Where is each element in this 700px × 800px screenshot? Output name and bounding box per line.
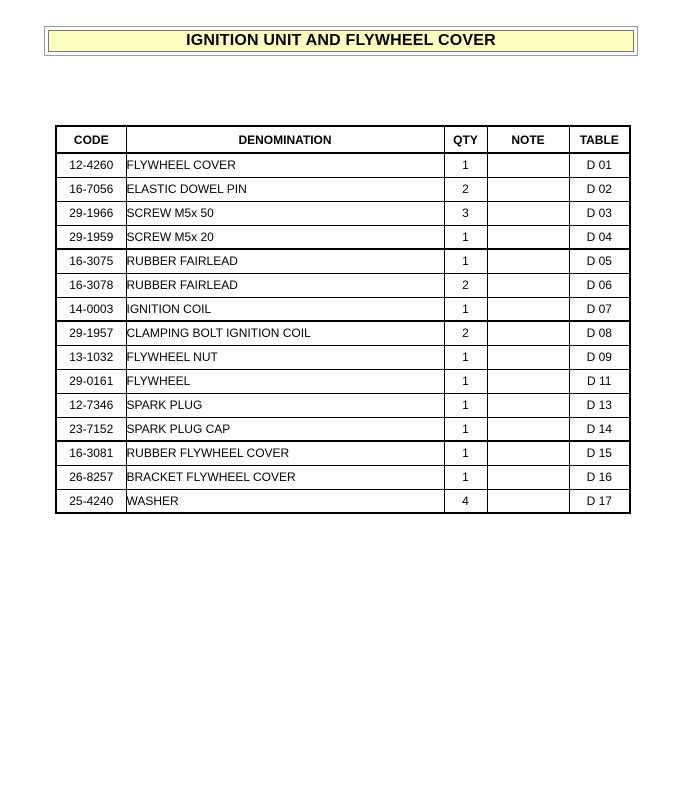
cell-code: 29-1959 xyxy=(56,225,126,249)
cell-note xyxy=(487,177,569,201)
cell-qty: 1 xyxy=(444,345,487,369)
cell-qty: 2 xyxy=(444,273,487,297)
cell-code: 12-7346 xyxy=(56,393,126,417)
parts-table xyxy=(55,125,631,514)
cell-note xyxy=(487,489,569,513)
cell-code: 26-8257 xyxy=(56,465,126,489)
cell-table: D 01 xyxy=(569,153,630,177)
title-frame xyxy=(44,26,638,56)
cell-denomination: SCREW M5x 20 xyxy=(126,225,444,249)
table-row xyxy=(56,489,630,513)
cell-denomination: RUBBER FAIRLEAD xyxy=(126,273,444,297)
cell-note xyxy=(487,249,569,273)
cell-denomination: FLYWHEEL COVER xyxy=(126,153,444,177)
table-row xyxy=(56,441,630,465)
header-qty: QTY xyxy=(444,126,487,153)
cell-code: 29-1966 xyxy=(56,201,126,225)
header-denomination: DENOMINATION xyxy=(126,126,444,153)
cell-denomination: SCREW M5x 50 xyxy=(126,201,444,225)
table-row xyxy=(56,321,630,345)
cell-denomination: CLAMPING BOLT IGNITION COIL xyxy=(126,321,444,345)
table-row xyxy=(56,177,630,201)
cell-table: D 09 xyxy=(569,345,630,369)
cell-table: D 07 xyxy=(569,297,630,321)
cell-table: D 13 xyxy=(569,393,630,417)
cell-note xyxy=(487,441,569,465)
cell-denomination: RUBBER FLYWHEEL COVER xyxy=(126,441,444,465)
table-row xyxy=(56,345,630,369)
cell-code: 16-3075 xyxy=(56,249,126,273)
cell-table: D 11 xyxy=(569,369,630,393)
cell-code: 13-1032 xyxy=(56,345,126,369)
table-row xyxy=(56,465,630,489)
cell-table: D 06 xyxy=(569,273,630,297)
cell-code: 16-3081 xyxy=(56,441,126,465)
header-code: CODE xyxy=(56,126,126,153)
cell-note xyxy=(487,297,569,321)
cell-code: 12-4260 xyxy=(56,153,126,177)
cell-table: D 08 xyxy=(569,321,630,345)
cell-note xyxy=(487,225,569,249)
cell-qty: 1 xyxy=(444,417,487,441)
cell-table: D 14 xyxy=(569,417,630,441)
cell-denomination: BRACKET FLYWHEEL COVER xyxy=(126,465,444,489)
cell-denomination: IGNITION COIL xyxy=(126,297,444,321)
table-row xyxy=(56,417,630,441)
cell-table: D 04 xyxy=(569,225,630,249)
cell-denomination: ELASTIC DOWEL PIN xyxy=(126,177,444,201)
cell-table: D 17 xyxy=(569,489,630,513)
cell-qty: 1 xyxy=(444,297,487,321)
cell-qty: 1 xyxy=(444,153,487,177)
cell-denomination: SPARK PLUG xyxy=(126,393,444,417)
table-row xyxy=(56,393,630,417)
cell-denomination: WASHER xyxy=(126,489,444,513)
table-header-row xyxy=(56,126,630,153)
cell-qty: 1 xyxy=(444,225,487,249)
table-row xyxy=(56,369,630,393)
cell-table: D 15 xyxy=(569,441,630,465)
cell-qty: 1 xyxy=(444,465,487,489)
cell-code: 14-0003 xyxy=(56,297,126,321)
table-row xyxy=(56,225,630,249)
cell-note xyxy=(487,153,569,177)
cell-note xyxy=(487,369,569,393)
cell-table: D 02 xyxy=(569,177,630,201)
cell-code: 29-0161 xyxy=(56,369,126,393)
header-table: TABLE xyxy=(569,126,630,153)
cell-table: D 16 xyxy=(569,465,630,489)
table-row xyxy=(56,153,630,177)
cell-qty: 1 xyxy=(444,393,487,417)
cell-qty: 4 xyxy=(444,489,487,513)
cell-denomination: RUBBER FAIRLEAD xyxy=(126,249,444,273)
table-row xyxy=(56,201,630,225)
cell-qty: 2 xyxy=(444,177,487,201)
cell-qty: 2 xyxy=(444,321,487,345)
cell-table: D 03 xyxy=(569,201,630,225)
page-title: IGNITION UNIT AND FLYWHEEL COVER xyxy=(48,30,634,52)
cell-qty: 1 xyxy=(444,249,487,273)
header-note: NOTE xyxy=(487,126,569,153)
table-row xyxy=(56,273,630,297)
table-row xyxy=(56,297,630,321)
cell-denomination: FLYWHEEL NUT xyxy=(126,345,444,369)
cell-denomination: FLYWHEEL xyxy=(126,369,444,393)
cell-note xyxy=(487,321,569,345)
cell-table: D 05 xyxy=(569,249,630,273)
table-body xyxy=(56,153,630,513)
cell-note xyxy=(487,201,569,225)
cell-note xyxy=(487,345,569,369)
cell-code: 16-3078 xyxy=(56,273,126,297)
cell-code: 29-1957 xyxy=(56,321,126,345)
cell-qty: 3 xyxy=(444,201,487,225)
cell-code: 23-7152 xyxy=(56,417,126,441)
cell-note xyxy=(487,465,569,489)
table-row xyxy=(56,249,630,273)
cell-note xyxy=(487,417,569,441)
cell-code: 16-7056 xyxy=(56,177,126,201)
cell-code: 25-4240 xyxy=(56,489,126,513)
cell-note xyxy=(487,393,569,417)
cell-qty: 1 xyxy=(444,369,487,393)
cell-denomination: SPARK PLUG CAP xyxy=(126,417,444,441)
cell-note xyxy=(487,273,569,297)
cell-qty: 1 xyxy=(444,441,487,465)
